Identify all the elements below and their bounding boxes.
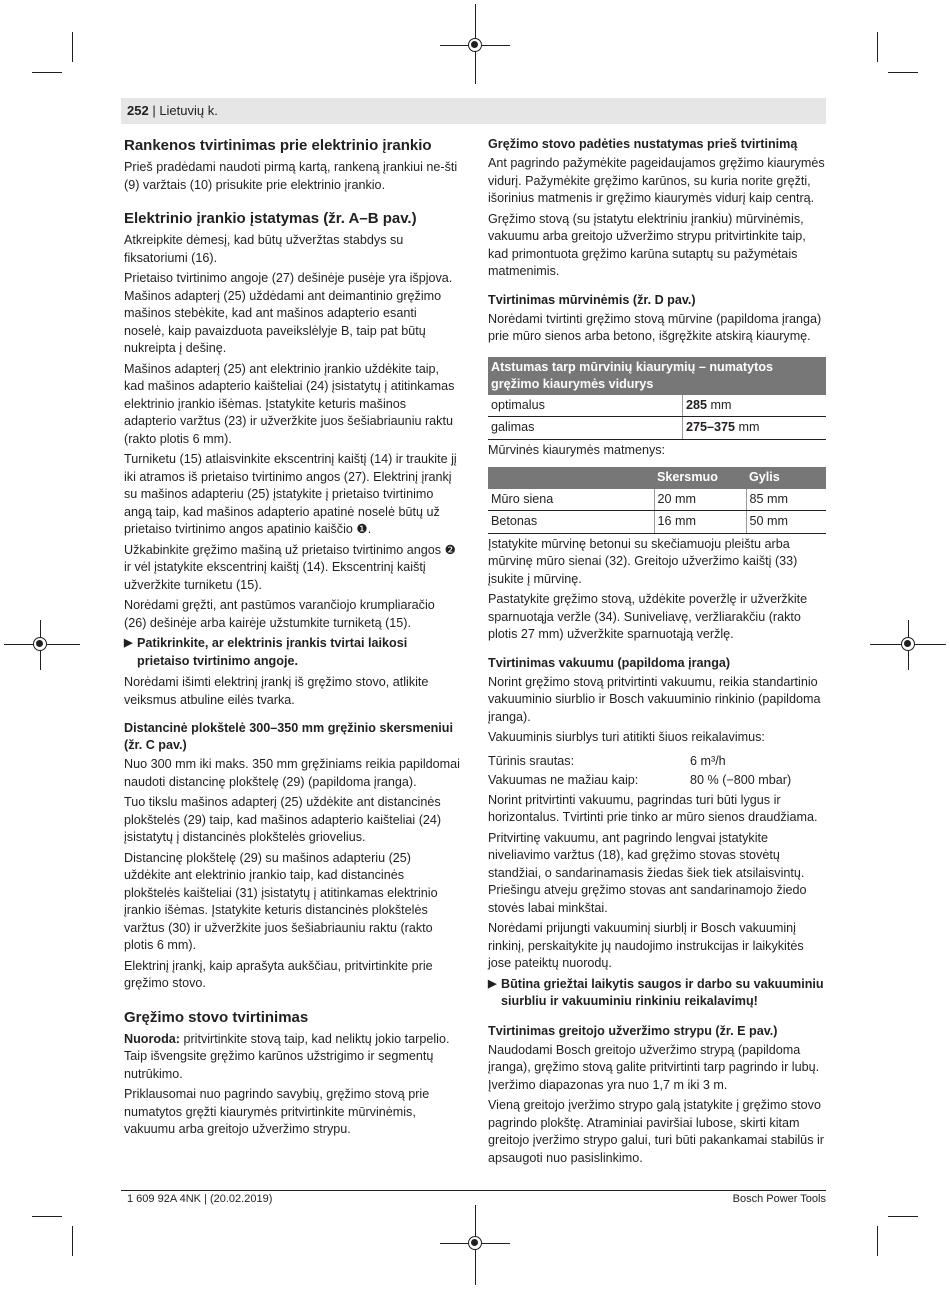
- section-title: Rankenos tvirtinimas prie elektrinio įrankio: [124, 137, 432, 154]
- table-header-cell: [488, 467, 654, 489]
- registration-mark-icon: [33, 637, 47, 651]
- table-cell: optimalus: [488, 395, 683, 417]
- left-column: [124, 136, 460, 1142]
- triangle-bullet-icon: ▶: [488, 977, 497, 990]
- table-value: 285: [686, 397, 708, 412]
- table-unit: mm: [735, 420, 760, 434]
- table-header-cell: Skersmuo: [654, 467, 746, 489]
- page-number: 252 | Lietuvių k.: [127, 103, 218, 118]
- triangle-bullet-icon: ▶: [124, 637, 133, 649]
- paragraph: Mašinos adapterį (25) ant elektrinio įrankio uždėkite taip, kad mašinos adapterio kaišteliai (24) įsistatytų į atitinkamas elektrinio įrankio išėmas. Įstatykite keturis mašinos adapterio varžtus (23) ir užveržkite juos šešiabriauniu raktu (rakto plotis 6 mm).: [124, 361, 455, 446]
- table-cell: 50 mm: [746, 511, 826, 534]
- table-cell: 16 mm: [654, 511, 746, 534]
- footer-document-id: 1 609 92A 4NK | (20.02.2019): [127, 1193, 273, 1205]
- paragraph: Pritvirtinę vakuumu, ant pagrindo lengvai įstatykite niveliavimo varžtus (18), kad gręžimo stovas stovėtų standžiai, o sandarinamasis žiedas šiek tiek atsilaisvintų. Priešingu atveju gręžimo stovas ant sandarinamojo žiedo stovės labai minkštai.: [488, 830, 807, 915]
- table-header-cell: Gylis: [746, 467, 826, 489]
- subsection-title: Gręžimo stovo padėties nustatymas prieš tvirtinimą: [488, 137, 798, 151]
- table-cell: Betonas: [488, 511, 654, 534]
- spec-row: [488, 753, 826, 771]
- paragraph: Elektrinį įrankį, kaip aprašyta aukščiau, pritvirtinkite prie gręžimo stovo.: [124, 958, 433, 990]
- subsection-title: Tvirtinimas vakuumu (papildoma įranga): [488, 655, 731, 670]
- subsection-title: Tvirtinimas mūrvinėmis (žr. D pav.): [488, 292, 696, 307]
- table-cell: [683, 417, 827, 440]
- paragraph: Atkreipkite dėmesį, kad būtų užveržtas stabdys su fiksatoriumi (16).: [124, 233, 404, 265]
- footer-brand: Bosch Power Tools: [732, 1193, 826, 1205]
- registration-mark-icon: [901, 637, 915, 651]
- paragraph: Turniketu (15) atlaisvinkite ekscentrinį kaištį (14) ir traukite jį iki atramos iš prietaiso tvirtinimo angos (27). Elektrinį įrankį su mašinos adapteriu (25) įstatykite į prietaiso tvirtinimo angą taip, kad mašinos adapterio apatinė noselė būtų už prietaiso tvirtinimo angos apatinio kaiščio ❶.: [124, 452, 457, 536]
- warning-note: [488, 976, 826, 1011]
- anchor-distance-table: [488, 357, 826, 440]
- warning-note: [124, 635, 460, 670]
- table-caption: Mūrvinės kiaurymės matmenys:: [488, 442, 666, 457]
- paragraph: Norėdami prijungti vakuuminį siurblį ir Bosch vakuuminį rinkinį, perskaitykite jų naudojimo instrukcijas ir laikykitės jose pateiktų nuorodų.: [488, 921, 804, 970]
- table-cell: galimas: [488, 417, 683, 440]
- footer-divider: [121, 1190, 826, 1191]
- crop-mark: [888, 72, 918, 73]
- paragraph: Užkabinkite gręžimo mašiną už prietaiso tvirtinimo angos ❷ ir vėl įstatykite ekscentrinį kaištį (14). Ekscentrinį kaištį užveržkite turniketu (15).: [124, 542, 456, 592]
- crop-mark: [32, 72, 62, 73]
- registration-mark-icon: [468, 1236, 482, 1250]
- anchor-hole-table: [488, 467, 826, 534]
- crop-mark: [72, 1226, 73, 1256]
- crop-mark: [32, 1216, 62, 1217]
- table-unit: mm: [707, 397, 732, 412]
- table-header: Atstumas tarp mūrvinių kiaurymių – numatytos gręžimo kiaurymės vidurys: [488, 357, 826, 395]
- paragraph: Norėdami tvirtinti gręžimo stovą mūrvine (papildoma įranga) prie mūro sienos arba betono, išgręžkite atskirą kiaurymę.: [488, 311, 822, 343]
- spec-label: Tūrinis srautas:: [488, 753, 575, 768]
- paragraph: Gręžimo stovą (su įstatytu elektriniu įrankiu) mūrvinėmis, vakuumu arba greitojo užveržimo strypu pritvirtinkite taip, kad primontuota gręžimo karūna sutaptų su pažymėtais matmenimis.: [488, 211, 806, 278]
- paragraph: Įstatykite mūrvinę betonui su skečiamuoju pleištu arba mūrvinę mūro sienai (32). Greitojo užveržimo kaištį (33) įsukite į mūrvinę.: [488, 536, 798, 586]
- paragraph: Naudodami Bosch greitojo užveržimo strypą (papildoma įranga), gręžimo stovą galite pritvirtinti tarp pagrindo ir lubų. Įveržimo diapazonas yra nuo 1,7 m iki 3 m.: [488, 1042, 820, 1092]
- paragraph: Tuo tikslu mašinos adapterį (25) uždėkite ant distancinės plokštelės (29) taip, kad mašinos adapterio kaišteliai (24) įsistatytų į distancinės plokštelės griovelius.: [124, 795, 442, 844]
- subsection-title: Distancinė plokštelė 300–350 mm gręžinio skersmeniui (žr. C pav.): [124, 721, 453, 752]
- paragraph: Prieš pradėdami naudoti pirmą kartą, rankeną įrankiui ne-šti (9) varžtais (10) prisukite prie elektrinio įrankio.: [124, 160, 458, 192]
- table-value: 275–375: [686, 420, 736, 434]
- crop-mark: [877, 1226, 878, 1256]
- page-header: [121, 98, 826, 124]
- paragraph: Norėdami išimti elektrinį įrankį iš gręžimo stovo, atlikite veiksmus atbuline eilės tvarka.: [124, 675, 429, 707]
- spec-value: 6 m³/h: [690, 753, 726, 768]
- table-row: [488, 511, 826, 534]
- table-cell: [683, 395, 827, 417]
- spec-label: Vakuumas ne mažiau kaip:: [488, 773, 639, 787]
- paragraph: Norint pritvirtinti vakuumu, pagrindas turi būti lygus ir horizontalus. Tvirtinti prie tinko ar mūro sienos draudžiama.: [488, 792, 818, 824]
- spec-row: [488, 772, 826, 790]
- paragraph: Distancinę plokštelę (29) su mašinos adapteriu (25) uždėkite ant elektrinio įrankio taip, kad distancinės plokštelės kaišteliai (31) įsistatytų į atitinkamas elektrinio įrankio išėmas. Įstatykite keturis distancinės plokštelės varžtus (30) ir užveržkite juos šešiabriauniu raktu (rakto plotis 6 mm).: [124, 850, 438, 952]
- registration-mark-icon: [468, 38, 482, 52]
- table-row: [488, 489, 826, 511]
- paragraph: Priklausomai nuo pagrindo savybių, gręžimo stovą prie numatytos gręžti kiaurymės pritvirtinkite mūrvinėmis, vakuumu arba greitojo užveržimo strypu.: [124, 1087, 430, 1136]
- section-title: Elektrinio įrankio įstatymas (žr. A–B pav.): [124, 210, 417, 227]
- language-label: Lietuvių k.: [159, 103, 218, 118]
- crop-mark: [888, 1216, 918, 1217]
- paragraph: Prietaiso tvirtinimo angoje (27) dešinėje pusėje yra išpjova. Mašinos adapterį (25) uždėdami ant deimantinio gręžimo mašinos stebėkite, kad ant mašinos adapterio esanti noselė, kaip pavaizduota paveikslėlyje B, taip pat būtų nukreipta į dešinę.: [124, 271, 453, 355]
- table-cell: 20 mm: [654, 489, 746, 511]
- paragraph: Vieną greitojo įveržimo strypo galą įstatykite į gręžimo stovo pagrindo plokštę. Atraminiai paviršiai lubose, skirti kitam greitojo įveržimo strypo galui, turi būti pakankamai stabilūs ir apsaugoti nuo pasislinkimo.: [488, 1098, 824, 1165]
- paragraph: Norėdami gręžti, ant pastūmos varančiojo krumpliaračio (26) dešinėje arba kairėje užstumkite turniketą (15).: [124, 598, 435, 630]
- crop-mark: [72, 32, 73, 62]
- table-cell: Mūro siena: [488, 489, 654, 511]
- paragraph: Pastatykite gręžimo stovą, uždėkite poveržlę ir užveržkite sparnuotąja veržle (34). Suniveliavę, veržliarakčiu (rakto plotis 27 mm) užveržkite sparnuotąją veržlę.: [488, 592, 808, 641]
- right-column: [488, 136, 826, 1170]
- paragraph: Vakuuminis siurblys turi atitikti šiuos reikalavimus:: [488, 730, 765, 744]
- paragraph: Nuo 300 mm iki maks. 350 mm gręžiniams reikia papildomai naudoti distancinę plokštelę (29) (papildoma įranga).: [124, 757, 460, 789]
- note-text: pritvirtinkite stovą taip, kad neliktų jokio tarpelio. Taip išvengsite gręžimo karūnos užstrigimo ir segmentų nutrūkimo.: [124, 1031, 450, 1081]
- page-number-value: 252: [127, 103, 149, 118]
- warning-text: Patikrinkite, ar elektrinis įrankis tvirtai laikosi prietaiso tvirtinimo angoje.: [137, 636, 408, 668]
- paragraph: Ant pagrindo pažymėkite pageidaujamos gręžimo kiaurymės vidurį. Pažymėkite gręžimo karūnos, su kuria norite gręžti, išorinius matmenis ir gręžimo kiaurymės vidurį kaip centrą.: [488, 156, 825, 205]
- table-row: [488, 395, 826, 417]
- paragraph: [124, 1031, 460, 1084]
- warning-text: Būtina griežtai laikytis saugos ir darbo su vakuuminiu siurbliu ir vakuuminiu rinkiniu reikalavimų!: [501, 976, 824, 1008]
- paragraph: Norint gręžimo stovą pritvirtinti vakuumu, reikia standartinio vakuuminio siurblio ir Bosch vakuuminio rinkinio (papildoma įranga).: [488, 674, 821, 724]
- note-label: Nuoroda:: [124, 1031, 180, 1046]
- table-cell: 85 mm: [746, 489, 826, 511]
- spec-value: 80 % (−800 mbar): [690, 773, 792, 787]
- subsection-title: Tvirtinimas greitojo užveržimo strypu (žr. E pav.): [488, 1023, 778, 1038]
- crop-mark: [877, 32, 878, 62]
- section-title: Gręžimo stovo tvirtinimas: [124, 1008, 309, 1026]
- table-row: [488, 417, 826, 440]
